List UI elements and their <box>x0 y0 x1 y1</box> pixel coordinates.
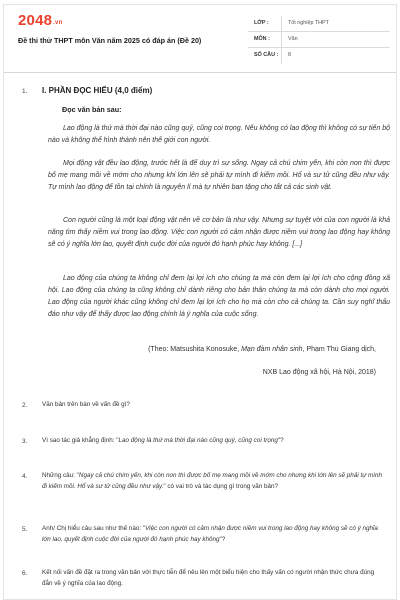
document-page <box>3 4 397 600</box>
passage-source <box>148 346 376 353</box>
meta-divider <box>281 32 282 47</box>
source-prefix: (Theo: Matsushita Konosuke, <box>148 346 242 353</box>
question-number: 1. <box>22 88 28 95</box>
header-divider <box>4 72 396 73</box>
meta-label: SỐ CÂU : <box>254 52 279 58</box>
meta-divider <box>281 16 282 31</box>
question-number: 3. <box>22 438 28 445</box>
question-quote: Việc con người có cảm nhận được niềm vui trong lao động hay không sẽ có ý nghĩa lớn lao, quyết định cuộc đời của người đó hạnh phúc hay không <box>42 525 378 543</box>
meta-label: LỚP : <box>254 20 269 26</box>
section-title: I. PHẦN ĐỌC HIỂU (4,0 điểm) <box>42 86 153 95</box>
question-suffix: "? <box>277 437 284 444</box>
site-logo[interactable] <box>18 12 62 32</box>
question-number: 6. <box>22 570 28 577</box>
passage-paragraph: Mọi động vật đều lao động, trước hết là để duy trì sự sống. Ngay cả chú chim yến, khi còn non thì được bố mẹ mang mồi về mớm cho nhưng khi lớn lên sẽ phải tự mình đi kiếm mồi. Hổ và sư tử cũng đều như vậy. Tự mình lao động để tồn tại chính là nguyên lí mà tự nhiên ban tặng cho tất cả các sinh vật. <box>48 160 390 191</box>
passage-paragraph: Lao động là thứ mà thời đại nào cũng quý, cũng coi trọng. Nếu không có lao động thì không có sự tiến bộ nào và không thể hình thành nên thế giới con người. <box>48 125 390 144</box>
question-text <box>42 436 382 447</box>
meta-divider <box>281 48 282 64</box>
logo-suffix: .vn <box>53 20 63 26</box>
meta-label: MÔN : <box>254 36 270 42</box>
question-quote: Lao động là thứ mà thời đại nào cũng quý, cũng coi trọng <box>118 437 278 444</box>
question-number: 4. <box>22 473 28 480</box>
meta-row-count <box>248 48 390 64</box>
question-suffix: "? <box>219 535 226 543</box>
logo-text: 2048 <box>18 12 53 29</box>
meta-value: Tốt nghiệp THPT <box>288 20 329 26</box>
meta-value: 8 <box>288 52 291 58</box>
meta-value: Văn <box>288 36 298 42</box>
question-text <box>42 471 382 492</box>
page-header <box>4 5 396 69</box>
source-translator: , Phạm Thu Giang dịch, <box>302 346 376 353</box>
passage-paragraph: Con người cũng là một loại động vật nên về cơ bản là như vậy. Nhưng sự tuyệt vời của con người là khả năng tìm thấy niềm vui trong lao động. Việc con người có cảm nhận được niềm vui trong lao động hay không sẽ có ý nghĩa lớn lao, quyết định cuộc đời của người đó hạnh phúc hay không. [...] <box>48 217 390 248</box>
question-text: Văn bản trên bàn về vấn đề gì? <box>42 401 130 408</box>
question-number: 5. <box>22 526 28 533</box>
reading-intro: Đọc văn bản sau: <box>62 105 122 114</box>
question-prefix: Vì sao tác giả khẳng định: " <box>42 437 119 444</box>
question-prefix: Những câu: " <box>42 472 79 479</box>
question-text: Kết nối vấn đề đặt ra trong văn bản với thực tiễn để nêu lên một biểu hiện cho thấy vấn có người nhận thức chưa đúng đắn về ý nghĩa của lao động. <box>42 569 375 587</box>
passage-paragraph: Lao động của chúng ta không chỉ đem lại lợi ích cho chúng ta mà còn đem lại lợi ích cho cộng đồng xã hội. Lao động của chúng ta cũng không chỉ dành riêng cho bản thân chúng ta mà còn dành cho mọi người. Lao động của người khác cũng không chỉ đem lại lợi ích cho họ mà còn cho cả chúng ta. Cần suy nghĩ thấu đáo như vậy để thấy được lao động chính là ý nghĩa của cuộc sống. <box>48 275 390 318</box>
meta-row-class <box>248 16 390 32</box>
meta-row-subject <box>248 32 390 48</box>
question-prefix: Anh/ Chị hiểu câu sau như thế nào: " <box>42 525 146 532</box>
question-quote: Ngay cả chú chim yến, khi còn non thì được bố mẹ mang mồi về mớm cho nhưng khi lớn lên sẽ phải tự mình đi kiếm mồi. Hổ và sư tử cũng đều như vậy. <box>42 472 382 490</box>
question-suffix: " có vai trò và tác dụng gì trong văn bản? <box>163 482 279 490</box>
source-book-title: Mạn đàm nhân sinh <box>241 346 303 353</box>
exam-meta-table <box>248 16 390 64</box>
document-title: Đề thi thử THPT môn Văn năm 2025 có đáp án (Đề 20) <box>18 36 202 45</box>
question-text <box>42 524 382 545</box>
passage-publisher: NXB Lao động xã hội, Hà Nội, 2018) <box>262 369 376 376</box>
question-number: 2. <box>22 402 28 409</box>
